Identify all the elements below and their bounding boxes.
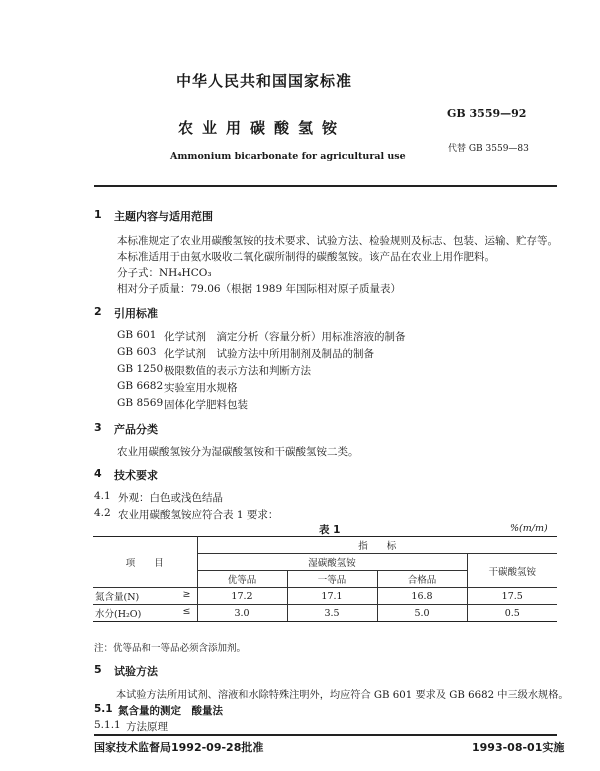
table-header-grade-3: 合格品 [377,571,467,588]
table-row [93,605,557,622]
row-label: 氮含量(N) [95,592,140,603]
section-5-paragraph: 本试验方法所用试剂、溶液和水除特殊注明外，均应符合 GB 601 要求及 GB 6682 中三级水规格。 [116,690,569,701]
section-2-heading: 引用标准 [114,307,158,320]
ref-title: 固体化学肥料包装 [164,399,248,411]
ref-code: GB 1250 [117,363,164,375]
table-unit: %(m/m) [510,523,548,534]
ref-code: GB 603 [117,346,157,358]
relative-molecular-mass: 相对分子质量：79.06（根据 1989 年国际相对原子质量表） [117,283,401,295]
molecular-formula: 分子式：NH₄HCO₃ [117,267,212,279]
item-5-1-heading: 氮含量的测定 酸量法 [118,705,223,717]
standard-title: 农业用碳酸氢铵 [178,119,347,137]
table-cell: 3.5 [287,605,377,622]
table-cell: 17.5 [467,588,557,605]
item-4-2-number: 4.2 [94,507,111,519]
table-caption: 表 1 [319,524,341,536]
item-5-1-1-number: 5.1.1 [94,719,121,731]
header-rule [94,185,557,187]
item-4-1-number: 4.1 [94,490,111,502]
row-comparator: ≥ [182,589,191,600]
section-5-number: 5 [94,663,102,676]
requirements-table [93,536,557,622]
standard-code: GB 3559—92 [447,107,527,120]
ref-code: GB 6682 [117,380,164,392]
table-header-wet: 湿碳酸氢铵 [197,554,467,571]
section-3-number: 3 [94,421,102,434]
table-note: 注：优等品和一等品必须含添加剂。 [94,643,247,654]
replaces-code: 代替 GB 3559—83 [448,144,529,154]
section-2-number: 2 [94,305,102,318]
ref-code: GB 8569 [117,397,164,409]
section-4-number: 4 [94,467,102,480]
ref-title: 极限数值的表示方法和判断方法 [164,365,311,377]
row-comparator: ≤ [182,606,191,617]
table-cell: 0.5 [467,605,557,622]
ref-title: 化学试剂 试验方法中所用制剂及制品的制备 [164,348,374,360]
table-cell: 5.0 [377,605,467,622]
section-4-heading: 技术要求 [114,469,158,482]
table-header-index: 指 标 [197,537,557,554]
table-header-item: 项 目 [93,537,197,588]
section-1-heading: 主题内容与适用范围 [114,210,213,223]
item-4-2-text: 农业用碳酸氢铵应符合表 1 要求： [118,509,279,521]
section-3-paragraph: 农业用碳酸氢铵分为湿碳酸氢铵和干碳酸氢铵二类。 [117,446,359,458]
standard-country-title: 中华人民共和国国家标准 [176,72,353,90]
section-5-heading: 试验方法 [114,665,158,678]
section-1-number: 1 [94,208,102,221]
section-3-heading: 产品分类 [114,423,158,436]
table-header-dry: 干碳酸氢铵 [467,554,557,588]
ref-code: GB 601 [117,329,157,341]
row-label: 水分(H₂O) [95,609,142,620]
item-5-1-number: 5.1 [94,703,113,715]
item-4-1-text: 外观：白色或浅色结晶 [118,492,223,504]
footer-rule [94,734,557,736]
section-1-paragraph-1: 本标准规定了农业用碳酸氢铵的技术要求、试验方法、检验规则及标志、包装、运输、贮存等。 [117,235,558,247]
table-cell: 16.8 [377,588,467,605]
table-header-grade-2: 一等品 [287,571,377,588]
table-cell: 17.1 [287,588,377,605]
standard-english-title: Ammonium bicarbonate for agricultural use [170,151,406,162]
section-1-paragraph-2: 本标准适用于由氨水吸收二氧化碳所制得的碳酸氢铵。该产品在农业上用作肥料。 [117,251,495,263]
table-row [93,588,557,605]
table-cell: 17.2 [197,588,287,605]
implementation-date: 1993-08-01实施 [472,741,565,754]
ref-title: 实验室用水规格 [164,382,238,394]
table-cell: 3.0 [197,605,287,622]
ref-title: 化学试剂 滴定分析（容量分析）用标准溶液的制备 [164,331,406,343]
item-5-1-1-text: 方法原理 [126,721,168,733]
table-header-grade-1: 优等品 [197,571,287,588]
approval-date: 国家技术监督局1992-09-28批准 [94,741,264,754]
